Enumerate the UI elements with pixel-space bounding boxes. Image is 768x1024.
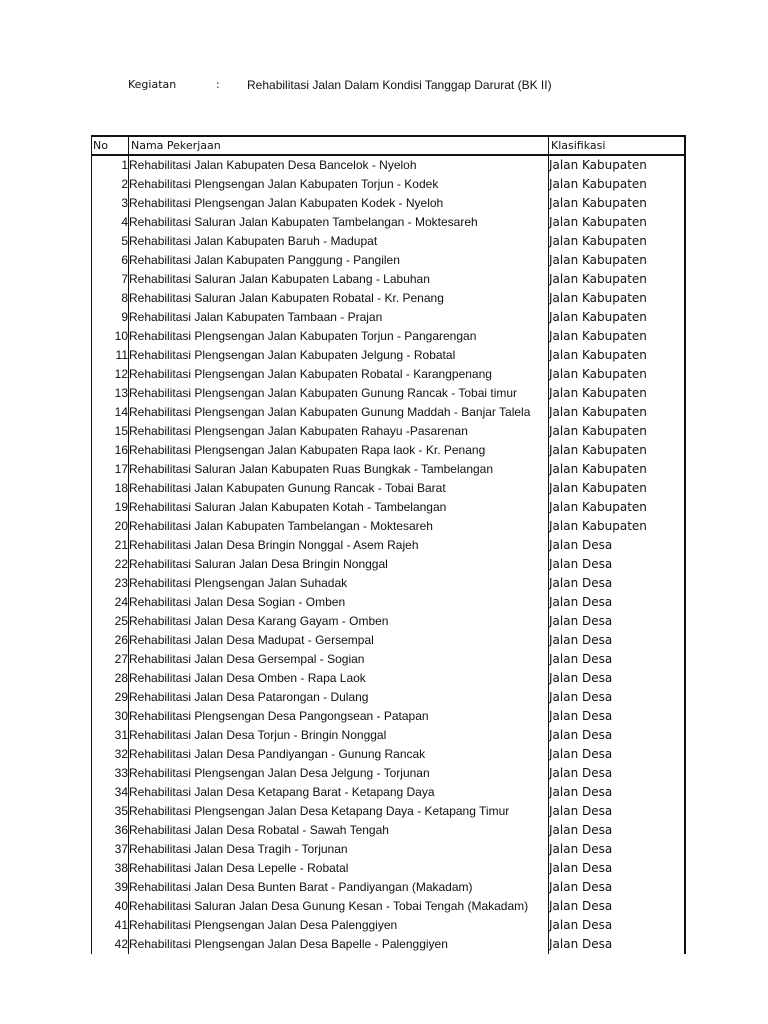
table-row	[92, 460, 686, 479]
row-number: 7	[92, 270, 129, 289]
road-classification: Jalan Kabupaten	[549, 308, 686, 327]
road-classification: Jalan Desa	[549, 574, 686, 593]
work-name: Rehabilitasi Jalan Desa Pandiyangan - Gunung Rancak	[129, 745, 549, 764]
work-name: Rehabilitasi Jalan Kabupaten Tambelangan - Moktesareh	[129, 517, 549, 536]
road-classification: Jalan Kabupaten	[549, 441, 686, 460]
work-table	[91, 135, 686, 954]
road-classification: Jalan Desa	[549, 707, 686, 726]
row-number: 28	[92, 669, 129, 688]
row-number: 30	[92, 707, 129, 726]
work-name: Rehabilitasi Jalan Desa Tragih - Torjunan	[129, 840, 549, 859]
work-name: Rehabilitasi Jalan Kabupaten Panggung - Pangilen	[129, 251, 549, 270]
table-row	[92, 213, 686, 232]
table-row	[92, 536, 686, 555]
table-row	[92, 916, 686, 935]
row-number: 36	[92, 821, 129, 840]
work-name: Rehabilitasi Saluran Jalan Desa Gunung Kesan - Tobai Tengah (Makadam)	[129, 897, 549, 916]
table-row	[92, 650, 686, 669]
row-number: 35	[92, 802, 129, 821]
road-classification: Jalan Desa	[549, 650, 686, 669]
road-classification: Jalan Kabupaten	[549, 479, 686, 498]
table-row	[92, 289, 686, 308]
road-classification: Jalan Desa	[549, 688, 686, 707]
work-name: Rehabilitasi Plengsengan Jalan Kabupaten Rahayu -Pasarenan	[129, 422, 549, 441]
work-name: Rehabilitasi Jalan Kabupaten Baruh - Madupat	[129, 232, 549, 251]
work-name: Rehabilitasi Plengsengan Jalan Desa Palenggiyen	[129, 916, 549, 935]
activity-header	[0, 78, 768, 94]
row-number: 10	[92, 327, 129, 346]
row-number: 17	[92, 460, 129, 479]
row-number: 6	[92, 251, 129, 270]
activity-colon: :	[216, 78, 220, 91]
work-name: Rehabilitasi Jalan Kabupaten Tambaan - Prajan	[129, 308, 549, 327]
row-number: 4	[92, 213, 129, 232]
row-number: 26	[92, 631, 129, 650]
row-number: 14	[92, 403, 129, 422]
table-row	[92, 669, 686, 688]
work-name: Rehabilitasi Jalan Desa Lepelle - Robatal	[129, 859, 549, 878]
row-number: 18	[92, 479, 129, 498]
row-number: 20	[92, 517, 129, 536]
row-number: 24	[92, 593, 129, 612]
work-name: Rehabilitasi Jalan Desa Sogian - Omben	[129, 593, 549, 612]
work-name: Rehabilitasi Jalan Desa Patarongan - Dulang	[129, 688, 549, 707]
column-header-class: Klasifikasi	[549, 136, 686, 155]
row-number: 32	[92, 745, 129, 764]
table-row	[92, 308, 686, 327]
work-name: Rehabilitasi Jalan Desa Torjun - Bringin Nonggal	[129, 726, 549, 745]
work-name: Rehabilitasi Plengsengan Jalan Kabupaten Rapa laok - Kr. Penang	[129, 441, 549, 460]
work-name: Rehabilitasi Plengsengan Jalan Kabupaten Torjun - Kodek	[129, 175, 549, 194]
road-classification: Jalan Desa	[549, 536, 686, 555]
work-name: Rehabilitasi Jalan Desa Omben - Rapa Laok	[129, 669, 549, 688]
work-name: Rehabilitasi Jalan Kabupaten Gunung Rancak - Tobai Barat	[129, 479, 549, 498]
road-classification: Jalan Desa	[549, 593, 686, 612]
table-row	[92, 346, 686, 365]
work-name: Rehabilitasi Plengsengan Jalan Kabupaten Gunung Maddah - Banjar Talela	[129, 403, 549, 422]
table-row	[92, 441, 686, 460]
road-classification: Jalan Kabupaten	[549, 155, 686, 175]
work-name: Rehabilitasi Jalan Desa Madupat - Gersempal	[129, 631, 549, 650]
row-number: 37	[92, 840, 129, 859]
work-name: Rehabilitasi Saluran Jalan Kabupaten Ruas Bungkak - Tambelangan	[129, 460, 549, 479]
table-row	[92, 764, 686, 783]
row-number: 23	[92, 574, 129, 593]
row-number: 19	[92, 498, 129, 517]
row-number: 41	[92, 916, 129, 935]
table-row	[92, 783, 686, 802]
road-classification: Jalan Kabupaten	[549, 270, 686, 289]
work-name: Rehabilitasi Plengsengan Desa Pangongsean - Patapan	[129, 707, 549, 726]
road-classification: Jalan Desa	[549, 631, 686, 650]
work-name: Rehabilitasi Saluran Jalan Kabupaten Robatal - Kr. Penang	[129, 289, 549, 308]
table-row	[92, 327, 686, 346]
row-number: 15	[92, 422, 129, 441]
table-row	[92, 897, 686, 916]
road-classification: Jalan Desa	[549, 612, 686, 631]
table-row	[92, 688, 686, 707]
road-classification: Jalan Desa	[549, 840, 686, 859]
table-row	[92, 859, 686, 878]
table-row	[92, 555, 686, 574]
activity-value: Rehabilitasi Jalan Dalam Kondisi Tanggap Darurat (BK II)	[247, 78, 552, 92]
row-number: 40	[92, 897, 129, 916]
road-classification: Jalan Desa	[549, 726, 686, 745]
work-name: Rehabilitasi Plengsengan Jalan Kabupaten Robatal - Karangpenang	[129, 365, 549, 384]
table-row	[92, 403, 686, 422]
row-number: 21	[92, 536, 129, 555]
work-name: Rehabilitasi Plengsengan Jalan Desa Ketapang Daya - Ketapang Timur	[129, 802, 549, 821]
table-row	[92, 498, 686, 517]
road-classification: Jalan Kabupaten	[549, 517, 686, 536]
row-number: 11	[92, 346, 129, 365]
road-classification: Jalan Kabupaten	[549, 365, 686, 384]
work-name: Rehabilitasi Jalan Desa Ketapang Barat - Ketapang Daya	[129, 783, 549, 802]
table-row	[92, 745, 686, 764]
row-number: 29	[92, 688, 129, 707]
row-number: 1	[92, 155, 129, 175]
table-row	[92, 593, 686, 612]
table-row	[92, 840, 686, 859]
road-classification: Jalan Desa	[549, 859, 686, 878]
column-header-no: No	[92, 136, 129, 155]
work-name: Rehabilitasi Plengsengan Jalan Suhadak	[129, 574, 549, 593]
road-classification: Jalan Kabupaten	[549, 213, 686, 232]
table-row	[92, 878, 686, 897]
work-name: Rehabilitasi Saluran Jalan Kabupaten Labang - Labuhan	[129, 270, 549, 289]
road-classification: Jalan Desa	[549, 669, 686, 688]
road-classification: Jalan Desa	[549, 555, 686, 574]
road-classification: Jalan Kabupaten	[549, 460, 686, 479]
road-classification: Jalan Desa	[549, 764, 686, 783]
road-classification: Jalan Kabupaten	[549, 232, 686, 251]
road-classification: Jalan Kabupaten	[549, 194, 686, 213]
road-classification: Jalan Kabupaten	[549, 327, 686, 346]
table-row	[92, 155, 686, 175]
work-name: Rehabilitasi Saluran Jalan Kabupaten Tambelangan - Moktesareh	[129, 213, 549, 232]
table-row	[92, 422, 686, 441]
road-classification: Jalan Desa	[549, 783, 686, 802]
road-classification: Jalan Kabupaten	[549, 175, 686, 194]
road-classification: Jalan Kabupaten	[549, 346, 686, 365]
work-name: Rehabilitasi Jalan Desa Karang Gayam - Omben	[129, 612, 549, 631]
road-classification: Jalan Kabupaten	[549, 251, 686, 270]
work-name: Rehabilitasi Jalan Desa Bunten Barat - Pandiyangan (Makadam)	[129, 878, 549, 897]
work-name: Rehabilitasi Plengsengan Jalan Kabupaten Jelgung - Robatal	[129, 346, 549, 365]
road-classification: Jalan Kabupaten	[549, 384, 686, 403]
row-number: 8	[92, 289, 129, 308]
road-classification: Jalan Desa	[549, 916, 686, 935]
row-number: 16	[92, 441, 129, 460]
work-name: Rehabilitasi Jalan Desa Robatal - Sawah Tengah	[129, 821, 549, 840]
work-name: Rehabilitasi Saluran Jalan Kabupaten Kotah - Tambelangan	[129, 498, 549, 517]
table-row	[92, 631, 686, 650]
table-body	[92, 155, 686, 954]
table-row	[92, 175, 686, 194]
road-classification: Jalan Desa	[549, 935, 686, 954]
road-classification: Jalan Kabupaten	[549, 403, 686, 422]
table-row	[92, 384, 686, 403]
work-name: Rehabilitasi Jalan Desa Bringin Nonggal - Asem Rajeh	[129, 536, 549, 555]
work-name: Rehabilitasi Plengsengan Jalan Kabupaten Gunung Rancak - Tobai timur	[129, 384, 549, 403]
work-name: Rehabilitasi Plengsengan Jalan Desa Jelgung - Torjunan	[129, 764, 549, 783]
road-classification: Jalan Desa	[549, 878, 686, 897]
row-number: 42	[92, 935, 129, 954]
table-row	[92, 935, 686, 954]
row-number: 12	[92, 365, 129, 384]
road-classification: Jalan Desa	[549, 745, 686, 764]
table-row	[92, 194, 686, 213]
table-row	[92, 802, 686, 821]
row-number: 33	[92, 764, 129, 783]
row-number: 34	[92, 783, 129, 802]
road-classification: Jalan Desa	[549, 897, 686, 916]
work-name: Rehabilitasi Plengsengan Jalan Kabupaten Torjun - Pangarengan	[129, 327, 549, 346]
table-row	[92, 479, 686, 498]
table-row	[92, 232, 686, 251]
row-number: 2	[92, 175, 129, 194]
row-number: 27	[92, 650, 129, 669]
table-row	[92, 726, 686, 745]
row-number: 13	[92, 384, 129, 403]
row-number: 39	[92, 878, 129, 897]
work-name: Rehabilitasi Saluran Jalan Desa Bringin Nonggal	[129, 555, 549, 574]
row-number: 22	[92, 555, 129, 574]
table-row	[92, 612, 686, 631]
road-classification: Jalan Kabupaten	[549, 289, 686, 308]
work-name: Rehabilitasi Plengsengan Jalan Desa Bapelle - Palenggiyen	[129, 935, 549, 954]
row-number: 9	[92, 308, 129, 327]
road-classification: Jalan Desa	[549, 802, 686, 821]
row-number: 38	[92, 859, 129, 878]
work-name: Rehabilitasi Jalan Desa Gersempal - Sogian	[129, 650, 549, 669]
table-row	[92, 821, 686, 840]
table-row	[92, 707, 686, 726]
work-name: Rehabilitasi Jalan Kabupaten Desa Bancelok - Nyeloh	[129, 155, 549, 175]
table-header-row	[92, 136, 686, 155]
activity-label: Kegiatan	[128, 78, 177, 91]
work-name: Rehabilitasi Plengsengan Jalan Kabupaten Kodek - Nyeloh	[129, 194, 549, 213]
table-row	[92, 251, 686, 270]
row-number: 25	[92, 612, 129, 631]
road-classification: Jalan Kabupaten	[549, 422, 686, 441]
table-row	[92, 270, 686, 289]
column-header-name: Nama Pekerjaan	[129, 136, 549, 155]
road-classification: Jalan Kabupaten	[549, 498, 686, 517]
row-number: 3	[92, 194, 129, 213]
row-number: 5	[92, 232, 129, 251]
table-row	[92, 517, 686, 536]
road-classification: Jalan Desa	[549, 821, 686, 840]
table-row	[92, 574, 686, 593]
row-number: 31	[92, 726, 129, 745]
table-row	[92, 365, 686, 384]
